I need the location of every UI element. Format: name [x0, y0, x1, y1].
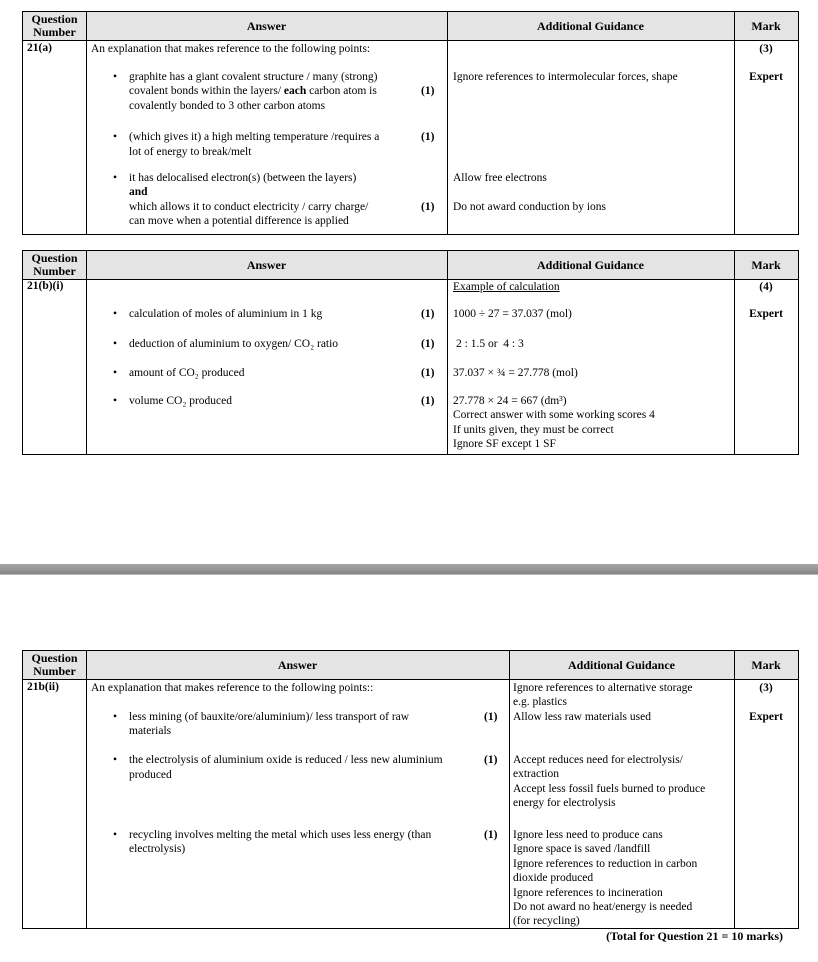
header-mark: Mark [751, 257, 781, 272]
question-number: 21b(ii) [27, 681, 59, 693]
guidance-title: Example of calculation [453, 281, 560, 293]
guidance-line: Ignore references to reduction in carbon [513, 858, 698, 870]
answer-line: the electrolysis of aluminium oxide is reduced / less new aluminium [129, 754, 443, 766]
answer-line: calculation of moles of aluminium in 1 kg [129, 308, 323, 320]
bullet-icon [113, 71, 117, 84]
column-divider [86, 651, 87, 928]
point-value: (1) [421, 395, 435, 407]
answer-line: which allows it to conduct electricity / carry charge/ [129, 201, 369, 213]
answer-text-bold: each [283, 85, 307, 97]
answer-text: covalent bonds within the layers/ [129, 85, 284, 97]
answer-line: deduction of aluminium to oxygen/ CO₂ ratio [129, 338, 339, 350]
mark-value: (3) [759, 43, 773, 55]
answer-line: electrolysis) [129, 843, 186, 855]
table-21a [22, 11, 799, 235]
bullet-icon [113, 131, 117, 144]
answer-line: (which gives it) a high melting temperature /requires a [129, 131, 380, 143]
question-number: 21(b)(i) [27, 280, 64, 292]
guidance-line: 2 : 1.5 or 4 : 3 [456, 338, 524, 350]
guidance-line: Ignore SF except 1 SF [453, 438, 556, 450]
header-answer: Answer [246, 18, 287, 33]
answer-line: produced [129, 769, 172, 781]
answer-line: lot of energy to break/melt [129, 146, 252, 158]
answer-line: volume CO₂ produced [129, 395, 233, 407]
bullet-icon [113, 829, 117, 842]
mark-value: (3) [759, 682, 773, 694]
bullet-icon [113, 711, 117, 724]
bullet-icon [113, 367, 117, 380]
guidance-line: If units given, they must be correct [453, 424, 614, 436]
question-number: 21(a) [27, 42, 52, 54]
answer-intro: An explanation that makes reference to the following points: [91, 43, 371, 55]
header-additional-guidance: Additional Guidance [567, 657, 676, 672]
point-value: (1) [421, 201, 435, 213]
answer-line: materials [129, 725, 172, 737]
guidance-line: Allow free electrons [453, 172, 547, 184]
point-value: (1) [421, 308, 435, 320]
guidance-line: dioxide produced [513, 872, 594, 884]
bullet-icon [113, 172, 117, 185]
column-divider [447, 251, 448, 454]
column-divider [509, 651, 510, 928]
answer-line: amount of CO₂ produced [129, 367, 245, 379]
answer-line: less mining (of bauxite/ore/aluminium)/ less transport of raw [129, 711, 410, 723]
expert-label: Expert [749, 308, 783, 320]
guidance-line: Do not award no heat/energy is needed [513, 901, 693, 913]
bullet-icon [113, 395, 117, 408]
point-value: (1) [421, 367, 435, 379]
header-answer: Answer [246, 257, 287, 272]
header-mark: Mark [751, 657, 781, 672]
guidance-line: extraction [513, 768, 559, 780]
guidance-line: 1000 ÷ 27 = 37.037 (mol) [453, 308, 572, 320]
answer-line: can move when a potential difference is applied [129, 215, 349, 227]
guidance-line: Ignore less need to produce cans [513, 829, 663, 841]
header-answer: Answer [277, 657, 318, 672]
guidance-line: Do not award conduction by ions [453, 201, 606, 213]
bullet-icon [113, 754, 117, 767]
guidance-line: (for recycling) [513, 915, 580, 927]
guidance-line: Accept less fossil fuels burned to produce [513, 783, 706, 795]
page-separator [0, 564, 818, 575]
total-marks-line: (Total for Question 21 = 10 marks) [606, 929, 783, 943]
expert-label: Expert [749, 71, 783, 83]
table-21bi [22, 250, 799, 455]
header-question-number: Question Number [31, 651, 78, 678]
guidance-line: Ignore references to incineration [513, 887, 663, 899]
answer-line: covalently bonded to 3 other carbon atoms [129, 100, 326, 112]
answer-line: it has delocalised electron(s) (between the layers) [129, 172, 357, 184]
point-value: (1) [421, 85, 435, 97]
guidance-line: Correct answer with some working scores 4 [453, 409, 655, 421]
mark-value: (4) [759, 281, 773, 293]
column-divider [447, 12, 448, 234]
answer-intro: An explanation that makes reference to the following points:: [91, 682, 374, 694]
guidance-line: energy for electrolysis [513, 797, 616, 809]
answer-line: and [129, 186, 148, 198]
table-21bii [22, 650, 799, 929]
point-value: (1) [484, 711, 498, 723]
answer-text: carbon atom is [306, 85, 377, 97]
point-value: (1) [484, 829, 498, 841]
column-divider [86, 251, 87, 454]
guidance-line: e.g. plastics [513, 696, 567, 708]
header-additional-guidance: Additional Guidance [536, 18, 645, 33]
answer-line: recycling involves melting the metal which uses less energy (than [129, 829, 432, 841]
bullet-icon [113, 308, 117, 321]
header-additional-guidance: Additional Guidance [536, 257, 645, 272]
column-divider [86, 12, 87, 234]
guidance-line: 37.037 × ¾ = 27.778 (mol) [453, 367, 578, 379]
point-value: (1) [421, 338, 435, 350]
guidance-line: Ignore references to intermolecular forces, shape [453, 71, 678, 83]
header-question-number: Question Number [31, 251, 78, 278]
guidance-line: Ignore references to alternative storage [513, 682, 693, 694]
guidance-line: Accept reduces need for electrolysis/ [513, 754, 683, 766]
point-value: (1) [421, 131, 435, 143]
guidance-line: 27.778 × 24 = 667 (dm³) [453, 395, 567, 407]
header-question-number: Question Number [31, 12, 78, 39]
header-mark: Mark [751, 18, 781, 33]
answer-line: graphite has a giant covalent structure / many (strong) [129, 71, 378, 83]
bullet-icon [113, 338, 117, 351]
answer-line [129, 85, 377, 98]
guidance-line: Ignore space is saved /landfill [513, 843, 651, 855]
point-value: (1) [484, 754, 498, 766]
expert-label: Expert [749, 711, 783, 723]
guidance-line: Allow less raw materials used [513, 711, 651, 723]
